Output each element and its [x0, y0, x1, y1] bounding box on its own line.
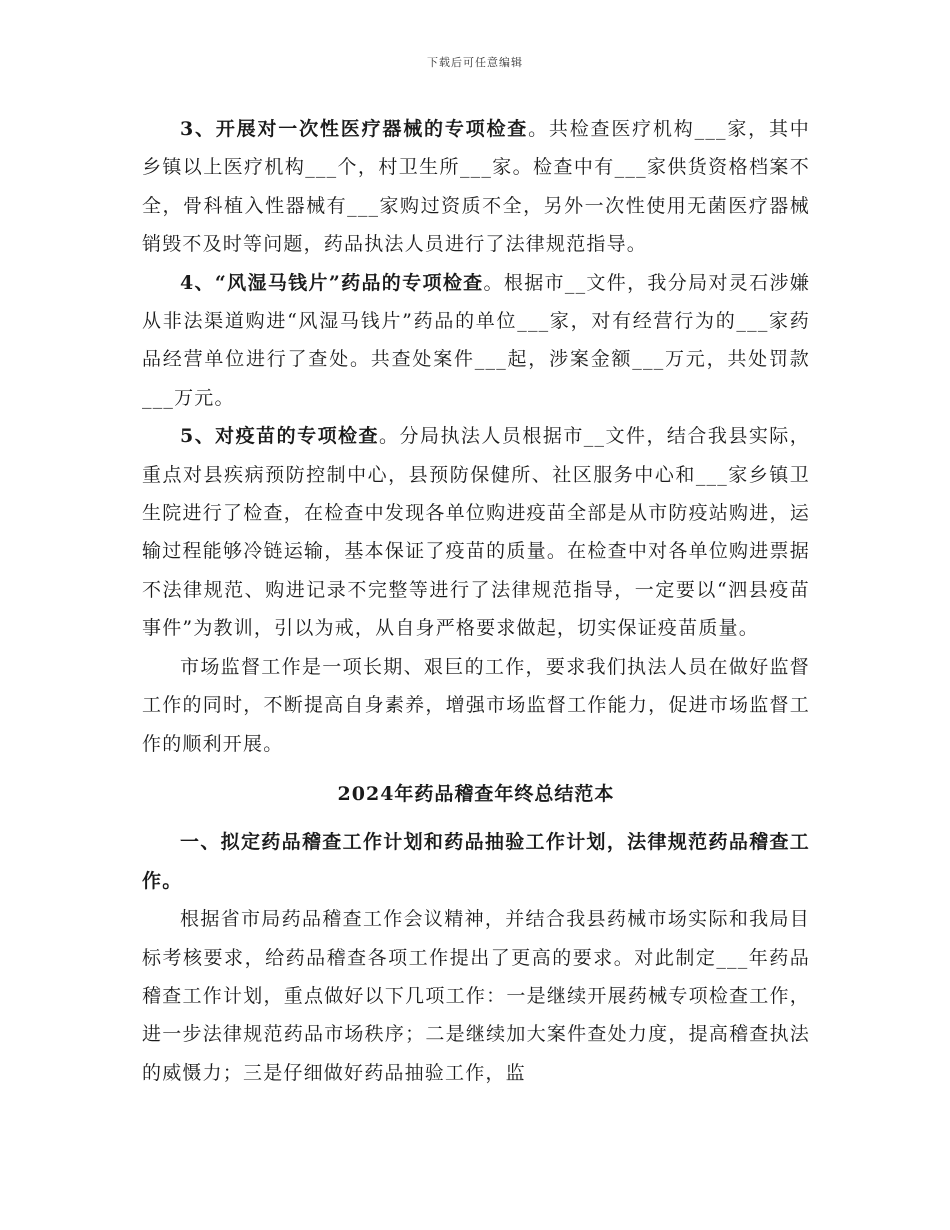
- item-3-heading: 3、开展对一次性医疗器械的专项检查: [180, 118, 529, 140]
- item-4-text: 。根据市__文件，我分局对灵石涉嫌从非法渠道购进“风湿马钱片”药品的单位___家，对有经营行为的___家药品经营单位进行了查处。共查处案件___起，涉案金额___万元，共处罚款___万元。: [142, 271, 811, 409]
- closing-paragraph: 市场监督工作是一项长期、艰巨的工作，要求我们执法人员在做好监督工作的同时，不断提高自身素养，增强市场监督工作能力，促进市场监督工作的顺利开展。: [142, 655, 810, 755]
- item-5-heading: 5、对疫苗的专项检查: [180, 425, 380, 448]
- section-1-heading: 一、拟定药品稽查工作计划和药品抽验工作计划，法律规范药品稽查工作。: [142, 831, 810, 892]
- header-note: 下载后可任意编辑: [427, 56, 523, 69]
- section-1-paragraph: 根据省市局药品稽查工作会议精神，并结合我县药械市场实际和我局目标考核要求，给药品稽查各项工作提出了更高的要求。对此制定___年药品稽查工作计划，重点做好以下几项工作：一是继续开展药械专项检查工作，进一步法律规范药品市场秩序；二是继续加大案件查处力度，提高稽查执法的威慑力；三是仔细做好药品抽验工作，监: [142, 908, 810, 1084]
- item-4-paragraph: [142, 264, 810, 418]
- document-body: [142, 110, 810, 1092]
- item-5-paragraph: [142, 417, 810, 647]
- item-3-paragraph: [142, 110, 810, 264]
- item-3-text: 。共检查医疗机构___家，其中乡镇以上医疗机构___个，村卫生所___家。检查中有___家供货资格档案不全，骨科植入性器械有___家购过资质不全，另外一次性使用无菌医疗器械销毁不及时等问题，药品执法人员进行了法律规范指导。: [142, 118, 810, 256]
- item-4-heading: 4、“风湿马钱片”药品的专项检查: [180, 271, 484, 294]
- document-title: 2024年药品稽查年终总结范本: [337, 782, 615, 805]
- item-5-text: 。分局执法人员根据市__文件，结合我县实际，重点对县疾病预防控制中心，县预防保健所、社区服务中心和___家乡镇卫生院进行了检查，在检查中发现各单位购进疫苗全部是从市防疫站购进，运输过程能够冷链运输，基本保证了疫苗的质量。在检查中对各单位购进票据不法律规范、购进记录不完整等进行了法律规范指导，一定要以“泗县疫苗事件”为教训，引以为戒，从自身严格要求做起，切实保证疫苗质量。: [142, 425, 810, 640]
